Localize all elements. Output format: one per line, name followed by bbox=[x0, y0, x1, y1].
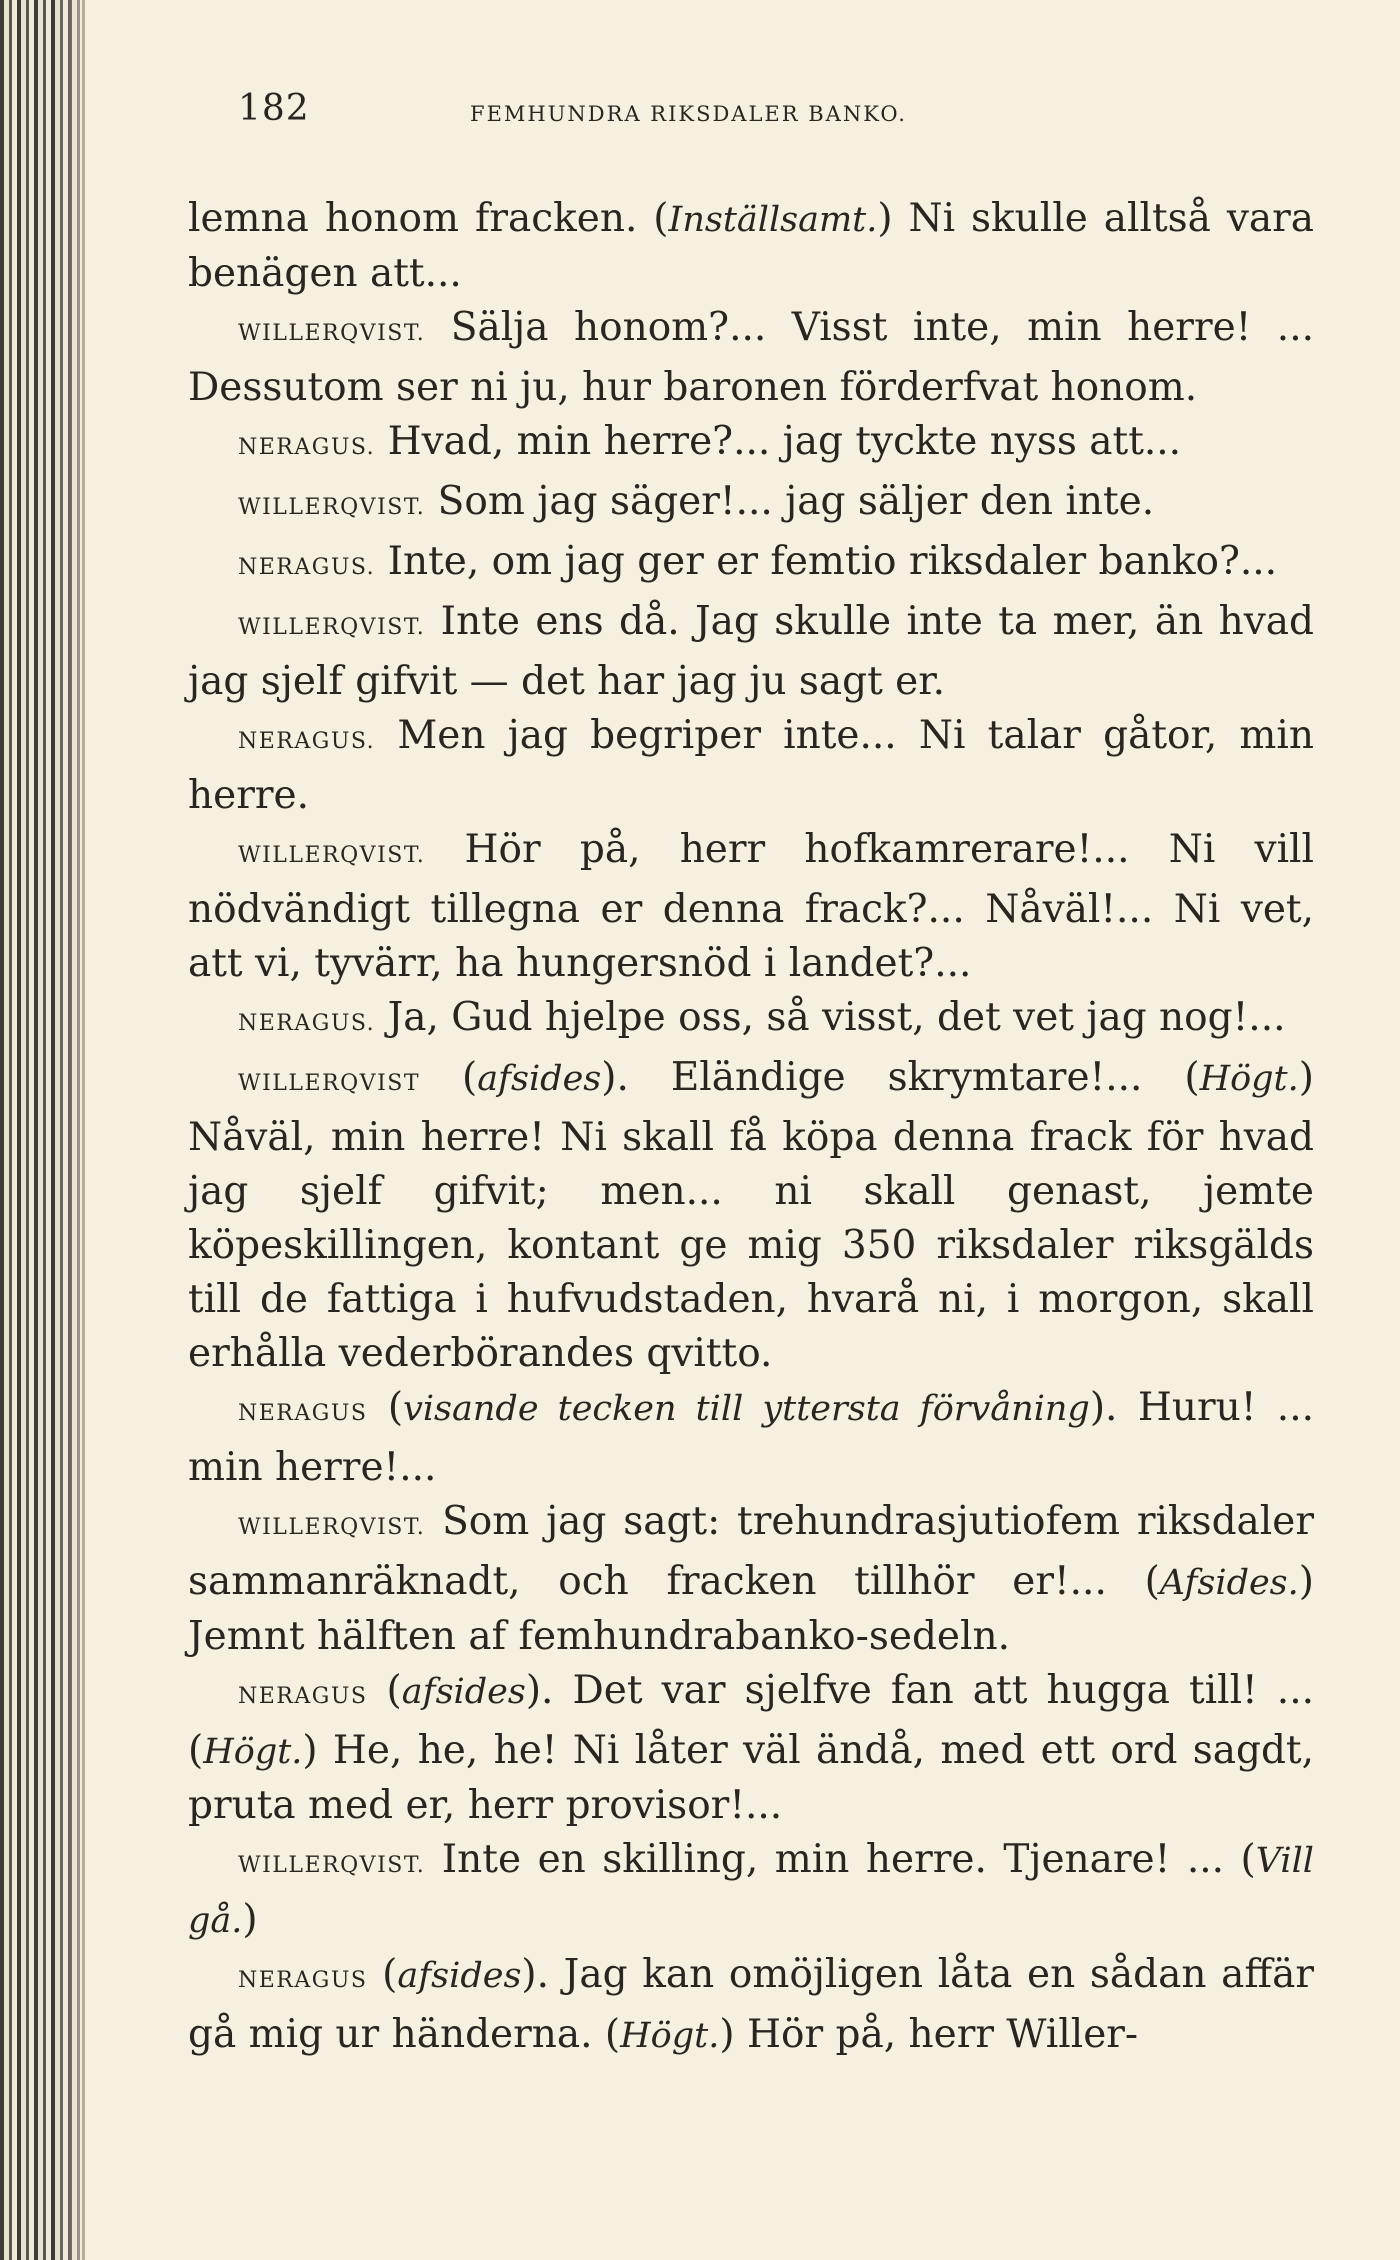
page-edge bbox=[82, 0, 85, 2260]
speaker-name: NERAGUS. bbox=[238, 555, 376, 580]
dialogue-line: ). Huru! ... min herre!... bbox=[188, 1385, 1314, 1490]
stage-direction: visande tecken till yttersta förvåning bbox=[403, 1389, 1090, 1429]
dialogue-line: Som jag sagt: trehundrasjutiofem riksdaler sammanräknadt, och fracken tillhör er!... ( bbox=[188, 1499, 1314, 1604]
speaker-name: WILLERQVIST. bbox=[238, 615, 426, 640]
stage-direction: Vill gå. bbox=[188, 1841, 1314, 1941]
continued-paragraph bbox=[188, 192, 1314, 301]
speech-paragraph bbox=[188, 1381, 1314, 1495]
speaker-name: NERAGUS. bbox=[238, 435, 376, 460]
dialogue-line: ). Det var sjelfve fan att hugga till! ... ( bbox=[188, 1668, 1314, 1773]
speaker-name: WILLERQVIST. bbox=[238, 1515, 426, 1540]
dialogue-line: ). Jag kan omöjligen låta en sådan affär gå mig ur händerna. ( bbox=[188, 1952, 1314, 2057]
dialogue-line: ( bbox=[367, 1385, 404, 1430]
speech-paragraph bbox=[188, 1051, 1314, 1381]
dialogue-line: ) He, he, he! Ni låter väl ändå, med ett ord sagdt, pruta med er, herr provisor!... bbox=[188, 1728, 1314, 1828]
binding-shadow bbox=[55, 0, 115, 2260]
dialogue-line: ). Eländige skrymtare!... ( bbox=[601, 1055, 1200, 1100]
dialogue-line: lemna honom fracken. ( bbox=[188, 196, 669, 241]
dialogue-line: Men jag begriper inte... Ni talar gåtor, min herre. bbox=[188, 713, 1314, 818]
stage-direction: Högt. bbox=[203, 1732, 303, 1772]
running-title: FEMHUNDRA RIKSDALER BANKO. bbox=[470, 102, 907, 126]
stage-direction: Högt. bbox=[620, 2016, 720, 2056]
dialogue-line: ) Ni skulle alltså vara benägen att... bbox=[188, 196, 1314, 296]
speech-paragraph bbox=[188, 823, 1314, 991]
dialogue-line: ) Jemnt hälften af femhundrabanko-sedeln. bbox=[188, 1559, 1314, 1659]
speech-paragraph bbox=[188, 415, 1314, 475]
dialogue-line: Sälja honom?... Visst inte, min herre! ... Dessutom ser ni ju, hur baronen förderfvat honom. bbox=[188, 305, 1314, 410]
speaker-name: WILLERQVIST. bbox=[238, 321, 426, 346]
speech-paragraph bbox=[188, 301, 1314, 415]
speaker-name: WILLERQVIST bbox=[238, 1071, 421, 1096]
speech-paragraph bbox=[188, 535, 1314, 595]
page-number: 182 bbox=[238, 88, 310, 129]
dialogue-line: Som jag säger!... jag säljer den inte. bbox=[425, 479, 1155, 524]
dialogue-line: Inte en skilling, min herre. Tjenare! ... ( bbox=[425, 1837, 1256, 1882]
dialogue-line: Ja, Gud hjelpe oss, så visst, det vet jag nog!... bbox=[375, 995, 1286, 1040]
speaker-name: WILLERQVIST. bbox=[238, 1853, 426, 1878]
dialogue-line: ) bbox=[242, 1897, 258, 1942]
speaker-name: NERAGUS bbox=[238, 1968, 368, 1993]
speech-paragraph bbox=[188, 595, 1314, 709]
dialogue-line: Inte, om jag ger er femtio riksdaler banko?... bbox=[375, 539, 1278, 584]
dialogue-line: ( bbox=[420, 1055, 478, 1100]
speaker-name: NERAGUS bbox=[238, 1684, 368, 1709]
speaker-name: WILLERQVIST. bbox=[238, 843, 426, 868]
stage-direction: Högt. bbox=[1199, 1059, 1299, 1099]
speech-paragraph bbox=[188, 991, 1314, 1051]
speech-paragraph bbox=[188, 1948, 1314, 2063]
speech-paragraph bbox=[188, 1833, 1314, 1948]
speaker-name: NERAGUS. bbox=[238, 729, 376, 754]
stage-direction: afsides bbox=[477, 1059, 602, 1099]
dialogue-line: ( bbox=[367, 1668, 402, 1713]
dialogue-line: ) Nåväl, min herre! Ni skall få köpa denna frack för hvad jag sjelf gifvit; men... ni skall genast, jemte köpeskillingen, kontant ge mig 350 riksdaler riksgälds till de fattiga i hufvudstaden, hvarå ni, i morgon, skall erhålla vederbörandes qvitto. bbox=[188, 1055, 1314, 1376]
speaker-name: WILLERQVIST. bbox=[238, 495, 426, 520]
dialogue-line: ( bbox=[367, 1952, 398, 1997]
speaker-name: NERAGUS bbox=[238, 1401, 368, 1426]
stage-direction: afsides bbox=[397, 1956, 522, 1996]
book-page bbox=[188, 88, 1314, 2063]
dialogue-line: Inte ens då. Jag skulle inte ta mer, än hvad jag sjelf gifvit — det har jag ju sagt er. bbox=[188, 599, 1314, 704]
speech-paragraph bbox=[188, 1495, 1314, 1664]
stage-direction: Inställsamt. bbox=[668, 200, 878, 240]
speech-paragraph bbox=[188, 1664, 1314, 1833]
stage-direction: afsides bbox=[401, 1672, 526, 1712]
speaker-name: NERAGUS. bbox=[238, 1011, 376, 1036]
speech-paragraph bbox=[188, 709, 1314, 823]
speech-paragraph bbox=[188, 475, 1314, 535]
stage-direction: Afsides. bbox=[1159, 1563, 1299, 1603]
running-head bbox=[188, 88, 1314, 148]
dialogue-line: Hvad, min herre?... jag tyckte nyss att... bbox=[375, 419, 1182, 464]
dialogue-text bbox=[188, 192, 1314, 2063]
dialogue-line: ) Hör på, herr Willer- bbox=[719, 2012, 1139, 2057]
dialogue-line: Hör på, herr hofkamrerare!... Ni vill nödvändigt tillegna er denna frack?... Nåväl!... Ni vet, att vi, tyvärr, ha hungersnöd i landet?... bbox=[188, 827, 1314, 986]
